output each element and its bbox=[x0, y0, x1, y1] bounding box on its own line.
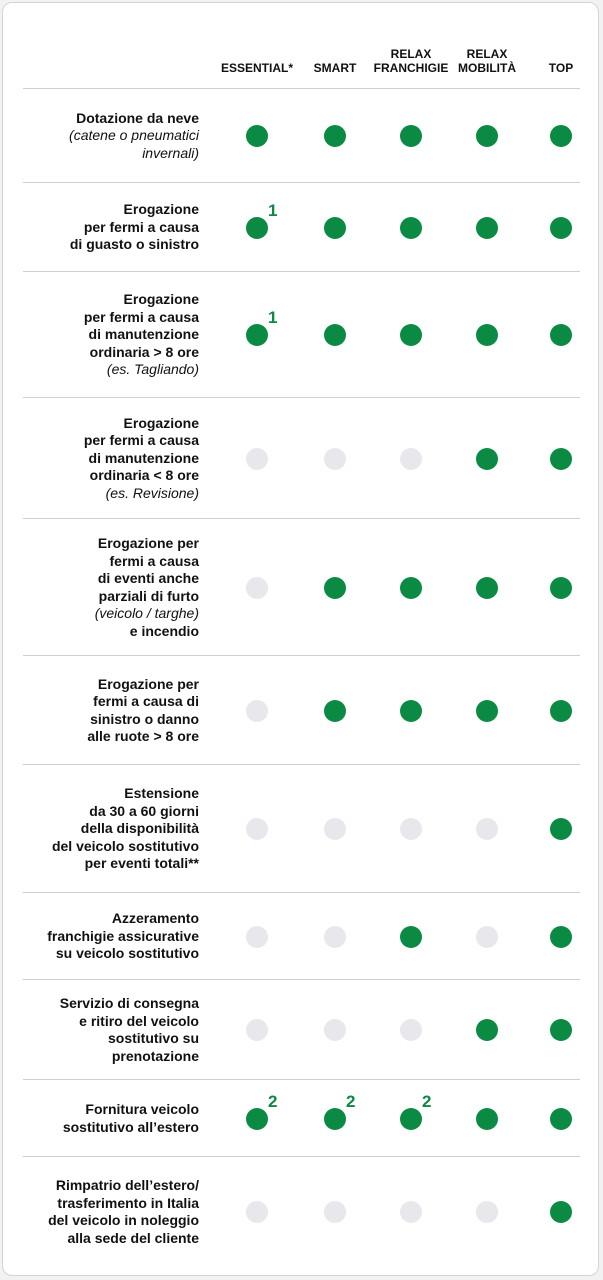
included-dot-icon bbox=[400, 700, 422, 722]
included-dot-icon bbox=[476, 324, 498, 346]
row-label bbox=[23, 980, 199, 1080]
row-label-note: (es. Tagliando) bbox=[106, 361, 199, 378]
row-label-text: Estensione da 30 a 60 giorni della disponibilità del veicolo sostitutivo per eventi totali** bbox=[51, 785, 199, 872]
not-included-dot-icon bbox=[324, 1201, 346, 1223]
included-dot-icon bbox=[400, 926, 422, 948]
included-dot-icon bbox=[400, 577, 422, 599]
included-dot-icon bbox=[246, 1108, 268, 1130]
included-dot-icon bbox=[476, 577, 498, 599]
table-row bbox=[23, 271, 580, 398]
footnote-marker: 1 bbox=[268, 200, 278, 220]
not-included-dot-icon bbox=[476, 926, 498, 948]
row-label bbox=[23, 519, 199, 656]
included-dot-icon bbox=[324, 125, 346, 147]
footnote-marker: 2 bbox=[422, 1091, 432, 1111]
column-header: SMART bbox=[313, 61, 357, 75]
not-included-dot-icon bbox=[400, 448, 422, 470]
included-dot-icon bbox=[550, 217, 572, 239]
table-row bbox=[23, 655, 580, 765]
not-included-dot-icon bbox=[324, 818, 346, 840]
row-label-text: Erogazione per fermi a causa di manutenzione ordinaria > 8 ore bbox=[83, 291, 199, 360]
row-label-note: (catene o pneumatici invernali) bbox=[69, 127, 199, 161]
row-label-text: Fornitura veicolo sostitutivo all’estero bbox=[62, 1101, 199, 1135]
included-dot-icon bbox=[476, 700, 498, 722]
included-dot-icon bbox=[324, 217, 346, 239]
row-label bbox=[23, 656, 199, 765]
not-included-dot-icon bbox=[246, 700, 268, 722]
row-label-text: Azzeramento franchigie assicurative su veicolo sostitutivo bbox=[47, 910, 199, 962]
included-dot-icon bbox=[324, 700, 346, 722]
included-dot-icon bbox=[550, 926, 572, 948]
included-dot-icon bbox=[550, 700, 572, 722]
table-row bbox=[23, 764, 580, 893]
table-row bbox=[23, 88, 580, 183]
row-label-text: Erogazione per fermi a causa di guasto o sinistro bbox=[69, 201, 199, 253]
table-row bbox=[23, 1156, 580, 1267]
row-label-text: Rimpatrio dell’estero/ trasferimento in Italia del veicolo in noleggio alla sede del cliente bbox=[48, 1177, 199, 1246]
not-included-dot-icon bbox=[246, 1201, 268, 1223]
not-included-dot-icon bbox=[400, 1201, 422, 1223]
column-header: RELAX MOBILITÀ bbox=[458, 47, 516, 75]
included-dot-icon bbox=[324, 1108, 346, 1130]
not-included-dot-icon bbox=[246, 448, 268, 470]
not-included-dot-icon bbox=[400, 1019, 422, 1041]
row-label-note: (es. Revisione) bbox=[105, 484, 199, 501]
footnote-marker: 2 bbox=[268, 1091, 278, 1111]
row-label bbox=[23, 765, 199, 893]
table-row bbox=[23, 518, 580, 656]
column-header: RELAX FRANCHIGIE bbox=[373, 47, 449, 75]
column-header: ESSENTIAL* bbox=[220, 61, 293, 75]
row-label-text: Erogazione per fermi a causa di manutenzione ordinaria < 8 ore bbox=[83, 414, 199, 484]
table-row bbox=[23, 1079, 580, 1157]
column-header: TOP bbox=[548, 61, 574, 75]
included-dot-icon bbox=[550, 324, 572, 346]
table-row bbox=[23, 979, 580, 1080]
not-included-dot-icon bbox=[246, 818, 268, 840]
included-dot-icon bbox=[550, 1108, 572, 1130]
row-label bbox=[23, 1080, 199, 1157]
row-label bbox=[23, 89, 199, 183]
included-dot-icon bbox=[476, 125, 498, 147]
not-included-dot-icon bbox=[246, 926, 268, 948]
not-included-dot-icon bbox=[476, 1201, 498, 1223]
not-included-dot-icon bbox=[246, 577, 268, 599]
row-label-text: Servizio di consegna e ritiro del veicolo sostitutivo su prenotazione bbox=[59, 995, 199, 1064]
table-row bbox=[23, 397, 580, 519]
included-dot-icon bbox=[550, 818, 572, 840]
footnote-marker: 2 bbox=[346, 1091, 356, 1111]
included-dot-icon bbox=[476, 448, 498, 470]
row-label bbox=[23, 398, 199, 519]
row-label bbox=[23, 183, 199, 272]
included-dot-icon bbox=[550, 125, 572, 147]
row-label bbox=[23, 1157, 199, 1267]
not-included-dot-icon bbox=[324, 1019, 346, 1041]
not-included-dot-icon bbox=[400, 818, 422, 840]
not-included-dot-icon bbox=[476, 818, 498, 840]
included-dot-icon bbox=[476, 1108, 498, 1130]
not-included-dot-icon bbox=[246, 1019, 268, 1041]
not-included-dot-icon bbox=[324, 448, 346, 470]
row-label-note: (veicolo / targhe) bbox=[94, 605, 199, 621]
included-dot-icon bbox=[550, 1019, 572, 1041]
table-row bbox=[23, 892, 580, 980]
included-dot-icon bbox=[400, 1108, 422, 1130]
footnote-marker: 1 bbox=[268, 308, 278, 327]
included-dot-icon bbox=[550, 577, 572, 599]
included-dot-icon bbox=[246, 324, 268, 346]
included-dot-icon bbox=[400, 324, 422, 346]
not-included-dot-icon bbox=[324, 926, 346, 948]
included-dot-icon bbox=[324, 577, 346, 599]
row-label-text: Dotazione da neve bbox=[76, 109, 199, 126]
included-dot-icon bbox=[476, 1019, 498, 1041]
table-row bbox=[23, 182, 580, 272]
included-dot-icon bbox=[324, 324, 346, 346]
included-dot-icon bbox=[550, 448, 572, 470]
row-label bbox=[23, 272, 199, 398]
included-dot-icon bbox=[246, 217, 268, 239]
row-label-tail: e incendio bbox=[129, 622, 199, 639]
comparison-table bbox=[2, 2, 599, 1276]
included-dot-icon bbox=[246, 125, 268, 147]
included-dot-icon bbox=[550, 1201, 572, 1223]
included-dot-icon bbox=[400, 125, 422, 147]
included-dot-icon bbox=[476, 217, 498, 239]
included-dot-icon bbox=[400, 217, 422, 239]
row-label-text: Erogazione per fermi a causa di sinistro o danno alle ruote > 8 ore bbox=[87, 675, 199, 744]
row-label-text: Erogazione per fermi a causa di eventi anche parziali di furto bbox=[97, 535, 199, 604]
row-label bbox=[23, 893, 199, 980]
